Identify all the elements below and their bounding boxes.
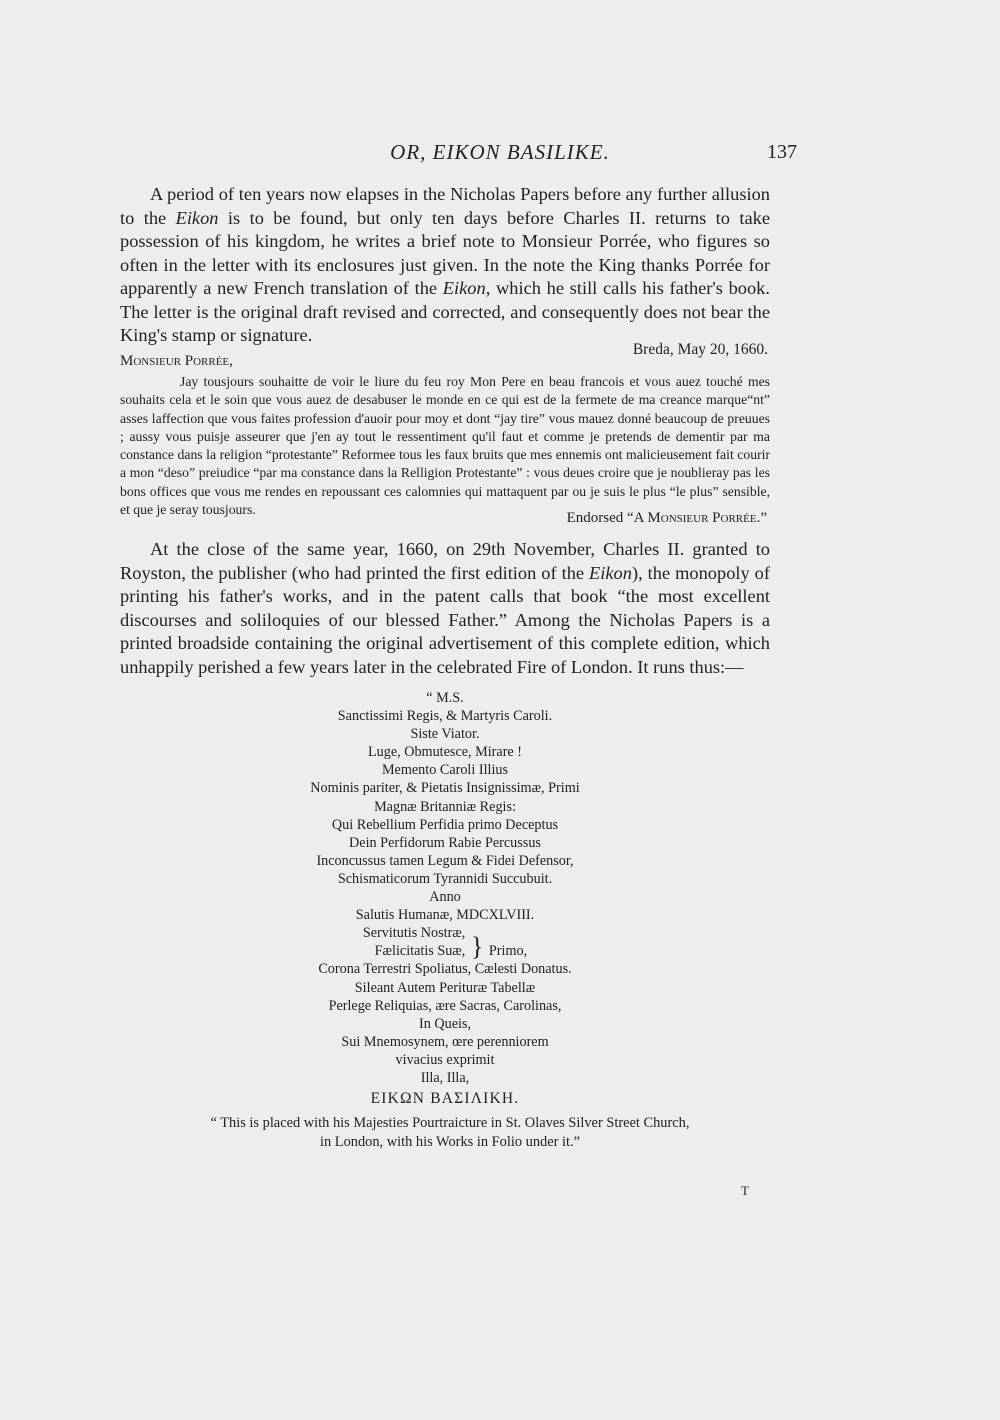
letter-salutation: Monsieur Porrée,	[120, 353, 233, 369]
running-header	[0, 138, 1000, 168]
paragraph-1-part-3: is to be found, but only ten days before Charles II. returns to take possession of his kingdom, he writes a brief note to Monsieur Porrée, who figures so often in the letter with its enclosures just given. In the note the King thanks Porrée for apparently a new French translation of the	[120, 207, 770, 298]
placement-note-line-2: in London, with his Works in Folio under it.”	[319, 1133, 580, 1150]
paragraph-2-eikon: Eikon	[589, 562, 632, 583]
letter-endorsement	[567, 510, 767, 527]
paragraph-2-part-1: At the close of the same year, 1660, on 29th November, Charles II. granted to Royston, the publisher (who had printed the first edition of the	[120, 539, 770, 583]
inscription-line-after-4: In Queis,	[418, 1015, 471, 1032]
inscription-line-13: Salutis Humanæ, MDCXLVIII.	[355, 907, 535, 924]
inscription-line-11: Schismaticorum Tyrannidi Succubuit.	[337, 870, 553, 887]
endorsed-prefix: Endorsed “A	[566, 510, 648, 526]
paragraph-1-eikon-2: Eikon,	[442, 278, 491, 298]
inscription-line-after-1: Corona Terrestri Spoliatus, Cælesti Donatus.	[318, 961, 572, 978]
running-title: OR, EIKON BASILIKE.	[390, 140, 610, 164]
inscription-line-after-7: Illa, Illa,	[420, 1069, 470, 1086]
paragraph-1-eikon: Eikon	[175, 207, 219, 228]
inscription-line-12: Anno	[429, 889, 461, 906]
endorsed-name: Monsieur Porrée.	[647, 510, 761, 526]
brace-line-2: Fælicitatis Suæ,	[374, 943, 466, 960]
page-number: 137	[767, 141, 797, 163]
letter-place-date: Breda, May 20, 1660.	[632, 341, 768, 358]
brace-stack	[363, 924, 465, 960]
inscription-line-5: Memento Caroli Illius	[381, 762, 509, 779]
greek-title: ΕΙΚΩΝ ΒΑΣΙΛΙΚΗ.	[370, 1090, 520, 1108]
inscription-line-after-3: Perlege Reliquias, ære Sacras, Carolinas,	[328, 997, 562, 1014]
inscription-line-after-6: vivacius exprimit	[395, 1051, 495, 1068]
inscription-line-10: Inconcussus tamen Legum & Fidei Defensor,	[316, 852, 574, 869]
placement-note-line-1: “ This is placed with his Majesties Pourtraicture in St. Olaves Silver Street Church,	[210, 1115, 690, 1131]
inscription-line-after-5: Sui Mnemosynem, œre perenniorem	[341, 1033, 549, 1050]
inscription-line-1: “ M.S.	[426, 690, 464, 706]
paragraph-2-part-3: ), the monopoly of printing his father's works, and in the patent calls that book “the most excellent discourses and soliloquies of our blessed Father.” Among the Nicholas Papers is a printed broadside containing the original advertisement of this complete edition, which unhappily perished a few years later in the celebrated Fire of London. It runs thus:—	[120, 562, 770, 677]
inscription-line-after-2: Sileant Autem Perituræ Tabellæ	[354, 979, 536, 996]
inscription-line-3: Siste Viator.	[410, 726, 480, 743]
inscription-line-7: Magnæ Britanniæ Regis:	[374, 798, 516, 815]
paragraph-1	[120, 183, 770, 348]
brace-word: Primo,	[488, 943, 528, 960]
paragraph-2	[120, 538, 770, 679]
inscription-line-4: Luge, Obmutesce, Mirare !	[367, 744, 523, 761]
brace-symbol: }	[470, 932, 484, 962]
inscription-line-6: Nominis pariter, & Pietatis Insignissimæ, Primi	[310, 780, 580, 797]
letter-body-text: Jay tousjours souhaitte de voir le liure du feu roy Mon Pere en beau francois et vous auez touché mes souhaits cela et le soin que vous auez de desabuser le monde en ce qui est de la fermete de ma creance marque“nt” asses laffection que vous faites profession d'auoir pour moy et dont “jay tire” vous mauez donné beaucoup de preuues ; aussy vous puisje asseurer que j'en ay tout le ressentiment qu'il faut et comme je pretends de dementir par ma constance dans la religion “protestante” Reformee tous les faux bruits que mes ennemis ont malicieusement fait courir a mon “deso” preiudice “par ma constance dans la Relligion Protestante” : vous deues croire que je noublieray pas les bons offices que vous me rendes en repoussant ces calomnies qui mattaquent par ou je suis le plus “le plus” sensible, et que je seray tousjours.	[120, 374, 770, 518]
inscription-line-9: Dein Perfidorum Rabie Percussus	[349, 834, 541, 851]
inscription-line-2: Sanctissimi Regis, & Martyris Caroli.	[337, 708, 553, 725]
inscription-lines-after	[170, 960, 720, 1087]
paragraph-1-part-1: A period of ten years now elapses in the Nicholas Papers before any further allusion to the	[120, 184, 770, 228]
paragraph-1-part-5: which he still calls his father's book. The letter is the original draft revised and corrected, and consequently does not bear the King's stamp or signature.	[120, 278, 770, 345]
inscription	[170, 689, 720, 1108]
brace-line-1: Servitutis Nostræ,	[362, 925, 466, 942]
placement-note	[150, 1114, 750, 1151]
inscription-line-8: Qui Rebellium Perfidia primo Deceptus	[331, 816, 559, 833]
letter-body	[120, 373, 770, 519]
endorsed-suffix: ”	[760, 510, 767, 526]
signature-mark: T	[741, 1183, 749, 1198]
inscription-lines-before	[170, 689, 720, 924]
inscription-brace-group	[170, 924, 720, 960]
